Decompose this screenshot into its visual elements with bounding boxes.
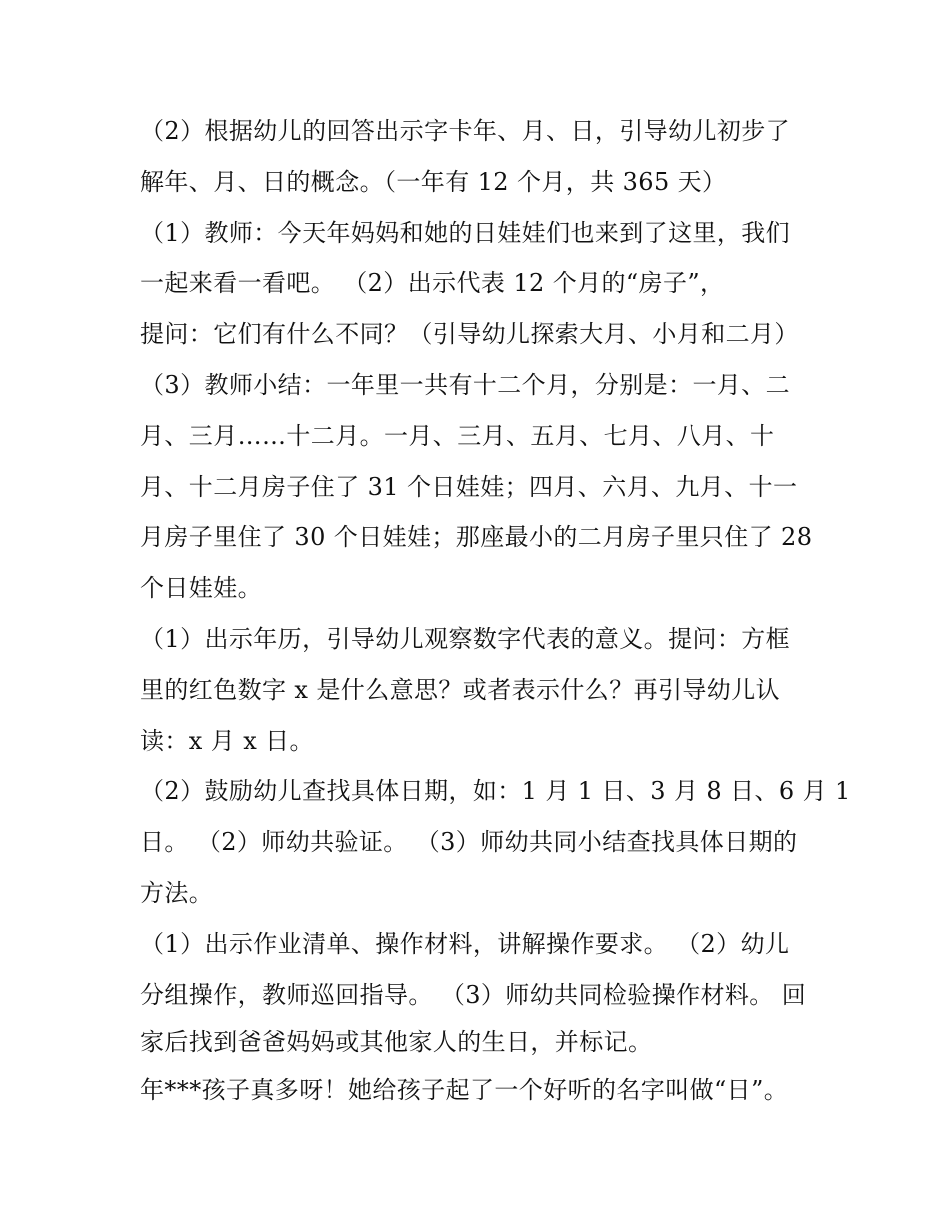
- text-line: 月、十二月房子住了 31 个日娃娃；四月、六月、九月、十一: [140, 472, 798, 501]
- text-line: （1）出示作业清单、操作材料，讲解操作要求。 （2）幼儿: [140, 929, 790, 958]
- document-body: [140, 106, 851, 1116]
- text-line: （2）鼓励幼儿查找具体日期，如：1 月 1 日、3 月 8 日、6 月 1: [140, 777, 851, 806]
- text-line: 解年、月、日的概念。（一年有 12 个月，共 365 天）: [140, 167, 727, 196]
- text-line: 年***孩子真多呀！她给孩子起了一个好听的名字叫做“日”。: [140, 1076, 789, 1105]
- text-line: 里的红色数字 x 是什么意思？或者表示什么？再引导幼儿认: [140, 675, 780, 704]
- text-line: 月房子里住了 30 个日娃娃；那座最小的二月房子里只住了 28: [140, 523, 813, 552]
- text-line: 个日娃娃。: [140, 574, 262, 603]
- text-line: 月、三月……十二月。一月、三月、五月、七月、八月、十: [140, 421, 775, 450]
- text-line: 家后找到爸爸妈妈或其他家人的生日，并标记。: [140, 1028, 653, 1057]
- text-line: （3）教师小结：一年里一共有十二个月，分别是：一月、二: [140, 370, 791, 399]
- text-line: 方法。: [140, 878, 214, 907]
- text-line: （1）教师：今天年妈妈和她的日娃娃们也来到了这里，我们: [140, 218, 791, 247]
- text-line: 提问：它们有什么不同？（引导幼儿探索大月、小月和二月）: [140, 320, 799, 349]
- text-line: （2）根据幼儿的回答出示字卡年、月、日，引导幼儿初步了: [140, 117, 791, 145]
- text-line: 日。 （2）师幼共验证。 （3）师幼共同小结查找具体日期的: [140, 828, 798, 857]
- text-line: 一起来看一看吧。 （2）出示代表 12 个月的“房子”，: [140, 269, 725, 298]
- text-line: （1）出示年历，引导幼儿观察数字代表的意义。提问：方框: [140, 624, 791, 653]
- text-line: 读：x 月 x 日。: [140, 726, 314, 755]
- text-line: 分组操作，教师巡回指导。 （3）师幼共同检验操作材料。 回: [140, 980, 807, 1009]
